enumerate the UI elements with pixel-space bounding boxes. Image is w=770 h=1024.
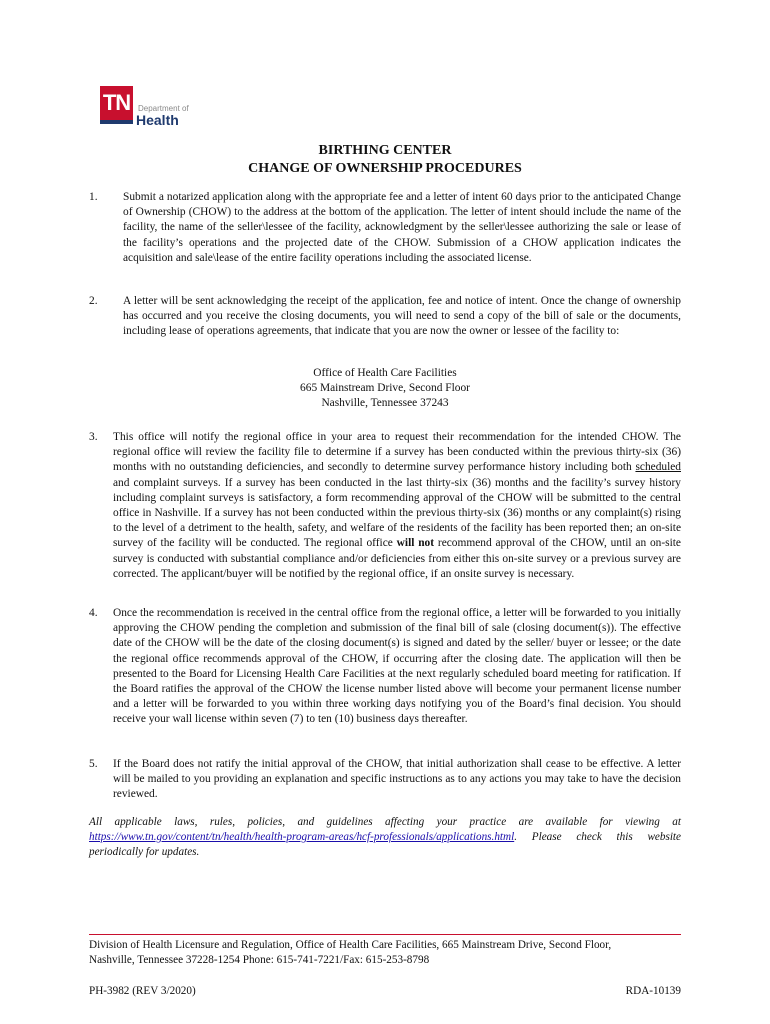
- procedure-item-2: [89, 294, 681, 340]
- footer-address: [89, 938, 681, 968]
- logo-department: Department of: [138, 104, 189, 113]
- item-number: 5.: [89, 758, 98, 770]
- item-text: Once the recommendation is received in the central office from the regional office, a letter will be forwarded to you initially approving the CHOW pending the completion and submission of the final bill of sale (closing document(s)). The effective date of the CHOW will be the date of the closing document(s) is signed and dated by the seller/ buyer or lessee; or the date the regional office recommends approval of the CHOW, if occurring after the closing date. The application will then be presented to the Board for Licensing Health Care Facilities at the next regularly scheduled board meeting for ratification. If the Board ratifies the approval of the CHOW the license number listed above will become your permanent license number and a letter will be forwarded to you within three working days notifying you of the Board’s final decision. You should receive your wall license within seven (7) to ten (10) business days thereafter.: [113, 607, 681, 726]
- footer-divider: [89, 934, 681, 935]
- item-text: If the Board does not ratify the initial approval of the CHOW, that initial authorization shall cease to be effective. A letter will be mailed to you providing an explanation and specific instructions as to any actions you may take to have the decision reviewed.: [113, 758, 681, 801]
- form-number: PH-3982 (REV 3/2020): [89, 985, 196, 997]
- footer-line2: Nashville, Tennessee 37228-1254 Phone: 615-741-7221/Fax: 615-253-8798: [89, 954, 430, 967]
- address-line1: Office of Health Care Facilities: [313, 367, 457, 379]
- document-title-line2: CHANGE OF OWNERSHIP PROCEDURES: [248, 161, 522, 176]
- item-text: Submit a notarized application along with the appropriate fee and a letter of intent 60 days prior to the anticipated Change of Ownership (CHOW) to the address at the bottom of the application. The letter of intent should include the name of the facility, the name of the seller\lessee of the facility, acknowledgment by the seller\lessee authorizing the sale or lease of the facility’s operations and the projected date of the CHOW. Submission of a CHOW application indicates the acquisition and sale\lease of the entire facility operations including the associated license.: [123, 191, 681, 264]
- item-number: 3.: [89, 431, 98, 443]
- item-number: 1.: [89, 191, 98, 203]
- document-title-line1: BIRTHING CENTER: [318, 143, 452, 158]
- address-line3: Nashville, Tennessee 37243: [321, 397, 449, 410]
- address-line2: 665 Mainstream Drive, Second Floor: [300, 382, 470, 395]
- underlined-scheduled: scheduled: [635, 461, 681, 474]
- footer-line1: Division of Health Licensure and Regulation, Office of Health Care Facilities, 665 Mainstream Drive, Second Floor,: [89, 939, 612, 951]
- item-number: 4.: [89, 607, 98, 619]
- item-text: A letter will be sent acknowledging the receipt of the application, fee and notice of intent. Once the change of ownership has occurred and you receive the closing documents, you will need to send a copy of the bill of sale or the documents, including lease of operations agreements, that indicate that you are now the owner or lessee of the facility to:: [123, 295, 681, 338]
- item-text-part-c: recommend approval of the CHOW, until an on-site survey is conducted with substantial compliance and/or deficiencies from either this on-site survey or a previous survey are corrected. The applicant/buyer will be notified by the regional office, if an onsite survey is necessary.: [113, 537, 681, 580]
- logo-health: Health: [136, 112, 179, 128]
- bold-will-not: will not: [396, 537, 435, 550]
- laws-note: [89, 815, 681, 861]
- procedure-item-5: [89, 757, 681, 803]
- rda-number: RDA-10139: [625, 985, 681, 997]
- note-text-a: All applicable laws, rules, policies, and guidelines affecting your practice are available for viewing at: [89, 816, 681, 828]
- item-text-part-a: This office will notify the regional office in your area to request their recommendation for the intended CHOW. The regional office will review the facility file to determine if a survey has been conducted within the previous thirty-six (36) months with no outstanding deficiencies, and secondly to determine survey performance history including both: [113, 431, 681, 474]
- item-number: 2.: [89, 295, 98, 307]
- logo-underline: [100, 120, 133, 124]
- item-text: [113, 430, 681, 582]
- tn-health-logo: [100, 86, 210, 130]
- office-address: [0, 366, 770, 412]
- procedure-item-3: [89, 430, 681, 582]
- note-text-b: . Please check this website periodically for updates.: [89, 831, 681, 859]
- procedure-item-1: [89, 190, 681, 266]
- procedure-item-4: [89, 606, 681, 728]
- item-text-part-b: and complaint surveys. If a survey has been conducted in the last thirty-six (36) months and the facility’s survey history including complaint surveys is satisfactory, a form recommending approval of the CHOW will be submitted to the central office in Nashville. If a survey has not been conducted within the previous thirty-six (36) months or any complaint(s) rising to the level of a detriment to the health, safety, and welfare of the residents of the facility has been reported then; an on-site survey of the facility will be conducted. The regional office: [113, 476, 681, 550]
- applications-link[interactable]: https://www.tn.gov/content/tn/health/health-program-areas/hcf-professionals/applications.html: [89, 831, 515, 844]
- tn-logo-mark: TN: [100, 86, 133, 120]
